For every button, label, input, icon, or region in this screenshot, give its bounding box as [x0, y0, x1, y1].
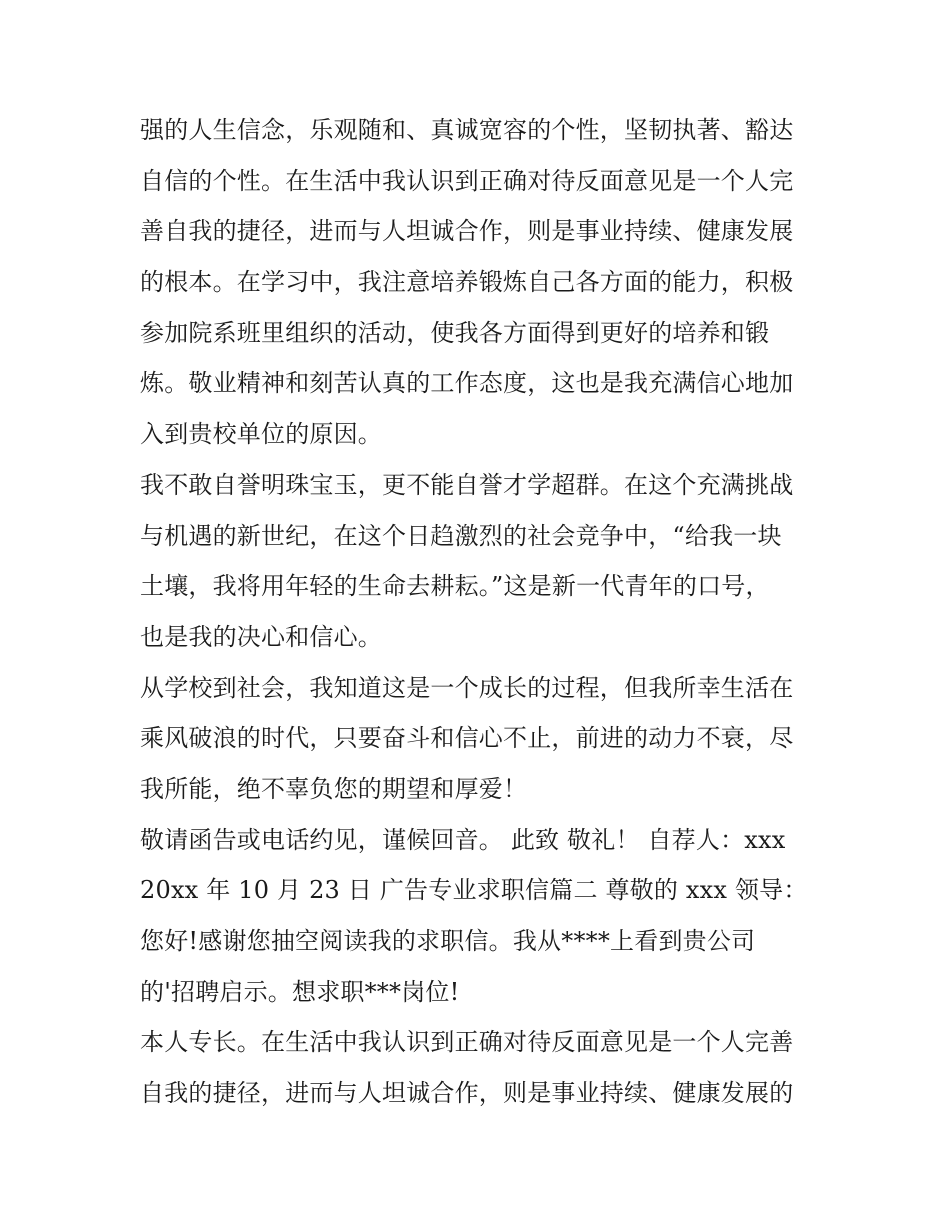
text-line: 自我的捷径，进而与人坦诚合作，则是事业持续、健康发展的 [140, 1079, 794, 1108]
text-line: 我所能，绝不辜负您的期望和厚爱！ [140, 774, 528, 803]
text-line: 的'招聘启示。想求职***岗位! [140, 977, 460, 1006]
text-line: 入到贵校单位的原因。 [140, 420, 382, 449]
text-line: 从学校到社会，我知道这是一个成长的过程，但我所幸生活在 [140, 673, 794, 702]
text-line: 土壤，我将用年轻的生命去耕耘。”这是新一代青年的口号， [140, 572, 770, 601]
text-line: 20xx 年 10 月 23 日 广告专业求职信篇二 尊敬的 xxx 领导： [140, 876, 808, 905]
text-line: 炼。敬业精神和刻苦认真的工作态度，这也是我充满信心地加 [140, 369, 794, 398]
text-line: 强的人生信念，乐观随和、真诚宽容的个性，坚韧执著、豁达 [140, 116, 794, 144]
text-line: 自信的个性。在生活中我认识到正确对待反面意见是一个人完 [140, 166, 794, 195]
text-line: 与机遇的新世纪，在这个日趋激烈的社会竞争中，“给我一块 [140, 521, 782, 550]
text-line: 敬请函告或电话约见，谨候回音。 此致 敬礼！ 自荐人：xxx [140, 825, 786, 854]
text-line: 乘风破浪的时代，只要奋斗和信心不止，前进的动力不衰，尽 [140, 724, 794, 753]
text-line: 也是我的决心和信心。 [140, 622, 382, 651]
text-line: 我不敢自誉明珠宝玉，更不能自誉才学超群。在这个充满挑战 [140, 470, 794, 499]
text-line: 本人专长。在生活中我认识到正确对待反面意见是一个人完善 [140, 1028, 794, 1057]
body-text [140, 105, 830, 1119]
text-line: 您好!感谢您抽空阅读我的求职信。我从****上看到贵公司 [140, 927, 756, 955]
text-line: 善自我的捷径，进而与人坦诚合作，则是事业持续、健康发展 [140, 217, 794, 246]
text-line: 参加院系班里组织的活动，使我各方面得到更好的培养和锻 [140, 318, 770, 347]
text-line: 的根本。在学习中，我注意培养锻炼自己各方面的能力，积极 [140, 268, 794, 297]
